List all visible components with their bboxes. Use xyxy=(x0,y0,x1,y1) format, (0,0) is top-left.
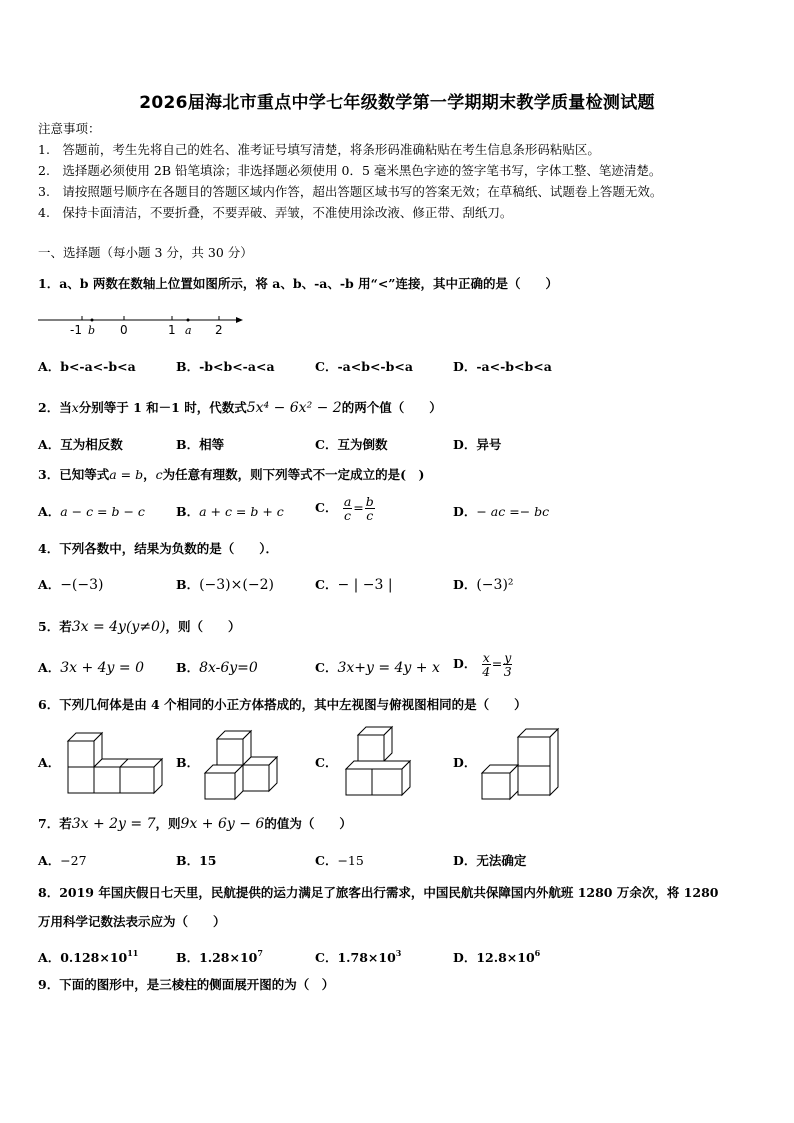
q6-option-d: D． xyxy=(453,755,477,770)
question-5-stem: 5．若3x = 4y(y≠0)，则（ ） xyxy=(38,619,241,635)
q1-option-d: D．-a<-b<b<a xyxy=(453,359,552,374)
q7-option-c: C．−15 xyxy=(315,853,364,868)
question-4-stem: 4．下列各数中，结果为负数的是（ ）． xyxy=(38,541,278,556)
section-heading: 一、选择题（每小题 3 分，共 30 分） xyxy=(38,245,253,260)
cubes-figure-c xyxy=(346,727,416,795)
q5-option-d: D． $\frac{x}{4}$ = $\frac{y}{3}$ xyxy=(453,650,512,679)
question-9-stem: 9．下面的图形中，是三棱柱的侧面展开图的为（ ） xyxy=(38,977,335,992)
q8-option-c: C．$1.78\times 10^3$ xyxy=(315,948,402,965)
q8-option-a: A．$0.128\times 10^{11}$ xyxy=(38,948,139,965)
q3-option-d: D．− ac =− bc xyxy=(453,504,550,519)
question-1-stem: 1．a、b 两数在数轴上位置如图所示，将 a、b、-a、-b 用“<”连接，其中正确的是（ ） xyxy=(38,276,559,291)
q4-option-d: D．(−3)² xyxy=(453,577,514,593)
question-8-stem-line1: 8．2019 年国庆假日七天里，民航提供的运力满足了旅客出行需求，中国民航共保障国内外航班 1280 万余次，将 1280 xyxy=(38,885,719,900)
axis-label-2: 2 xyxy=(215,323,223,337)
q5-option-c: C．3x+y = 4y + x xyxy=(315,660,440,676)
q2-option-a: A．互为相反数 xyxy=(38,437,123,452)
q2-option-c: C．互为倒数 xyxy=(315,437,388,452)
note-item-3: 3. 请按照题号顺序在各题目的答题区域内作答，超出答题区域书写的答案无效；在草稿纸、试题卷上答题无效。 xyxy=(38,184,663,199)
page-title: 2026届海北市重点中学七年级数学第一学期期末教学质量检测试题 xyxy=(139,93,655,113)
q4-option-c: C．− | −3 | xyxy=(315,577,393,593)
axis-label-neg1: -1 xyxy=(70,323,82,337)
question-2-stem: 2．当x分别等于 1 和－1 时，代数式5x⁴ − 6x² − 2的两个值（ ） xyxy=(38,400,442,416)
q1-option-b: B．-b<b<-a<a xyxy=(176,359,275,374)
q3-option-b: B．a + c = b + c xyxy=(176,504,284,519)
q8-option-b: B．$1.28\times 10^7$ xyxy=(176,948,263,965)
q3-option-a: A．a − c = b − c xyxy=(38,504,145,519)
q2-option-d: D．异号 xyxy=(453,437,502,452)
cubes-figure-a xyxy=(68,733,168,799)
question-3-stem: 3．已知等式a = b，c为任意有理数，则下列等式不一定成立的是( ) xyxy=(38,467,425,482)
q3-option-c: C． $\frac{a}{c}$ = $\frac{b}{c}$ xyxy=(315,494,374,523)
axis-label-0: 0 xyxy=(120,323,128,337)
note-item-1: 1. 答题前，考生先将自己的姓名、准考证号填写清楚，将条形码准确粘贴在考生信息条形码粘贴区。 xyxy=(38,142,600,157)
question-6-stem: 6．下列几何体是由 4 个相同的小正方体搭成的，其中左视图与俯视图相同的是（ ） xyxy=(38,697,527,712)
axis-label-1: 1 xyxy=(168,323,176,337)
q4-option-b: B．(−3)×(−2) xyxy=(176,577,274,593)
q2-option-b: B．相等 xyxy=(176,437,225,452)
q1-option-c: C．-a<b<-b<a xyxy=(315,359,413,374)
q2-expression: 5x⁴ − 6x² − 2 xyxy=(246,400,342,416)
q7-option-d: D．无法确定 xyxy=(453,853,527,868)
q4-option-a: A．−(−3) xyxy=(38,577,104,593)
cubes-figure-b xyxy=(205,731,285,799)
q7-option-b: B．15 xyxy=(176,853,217,868)
q8-option-d: D．$12.8\times 10^6$ xyxy=(453,948,541,965)
q1-option-a: A．b<-a<-b<a xyxy=(38,359,136,374)
question-7-stem: 7．若3x + 2y = 7，则9x + 6y − 6的值为（ ） xyxy=(38,816,352,832)
q7-option-a: A．−27 xyxy=(38,853,87,868)
note-item-4: 4. 保持卡面清洁，不要折叠，不要弄破、弄皱，不准使用涂改液、修正带、刮纸刀。 xyxy=(38,205,513,220)
q6-option-b: B． xyxy=(176,755,200,770)
cubes-figure-d xyxy=(482,729,562,799)
question-8-stem-line2: 万用科学记数法表示应为（ ） xyxy=(38,914,226,929)
number-line-figure xyxy=(36,308,246,338)
q6-option-a: A． xyxy=(38,755,61,770)
notes-heading: 注意事项： xyxy=(38,121,101,136)
axis-label-a: a xyxy=(185,324,192,337)
axis-label-b: b xyxy=(88,324,96,337)
q6-option-c: C． xyxy=(315,755,338,770)
q5-option-b: B．8x-6y=0 xyxy=(176,660,258,676)
q5-option-a: A．3x + 4y = 0 xyxy=(38,660,144,676)
note-item-2: 2. 选择题必须使用 2B 铅笔填涂；非选择题必须使用 0．5 毫米黑色字迹的签字笔书写，字体工整、笔迹清楚。 xyxy=(38,163,662,178)
